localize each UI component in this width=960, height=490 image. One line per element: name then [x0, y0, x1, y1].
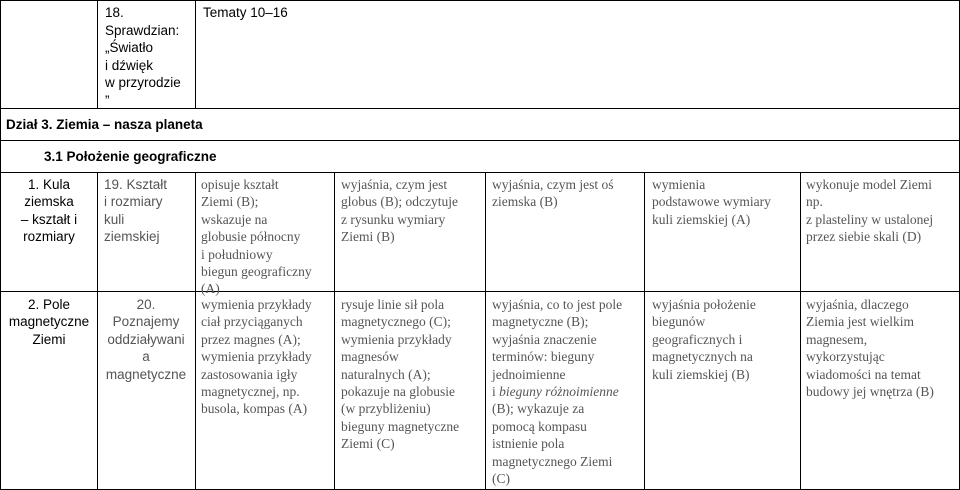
test-range: Tematy 10–16 [203, 5, 288, 20]
requirement-extended: wyjaśnia, czym jest globus (B); odczytuje z rysunku wymiary Ziemi (B) [341, 177, 458, 245]
subsection-title: 3.1 Położenie geograficzne [44, 149, 217, 164]
requirement-basic: wymienia przykłady ciał przyciąganych przez magnes (A); wymienia przykłady zastosowania igły magnetycznej, np. busola, kompas (A) [201, 297, 312, 417]
grid-line [334, 172, 335, 490]
requirement-excellent: wyjaśnia, dlaczego Ziemia jest wielkim magnesem, wykorzystując wiadomości na temat budowy jej wnętrza (B) [806, 297, 934, 400]
topic-cell: 2. Pole magnetyczne Ziemi [8, 297, 90, 347]
grid-line [0, 291, 960, 292]
grid-line [195, 0, 196, 108]
lesson-cell: 20. Poznajemy oddziaływani a magnetyczne [105, 297, 187, 382]
grid-line [97, 0, 98, 108]
requirement-text: (B); wykazuje za pomocą kompasu istnienie pola magnetycznego Ziemi (C) [492, 401, 613, 487]
requirement-advanced: wyjaśnia położenie biegunów geograficznych i magnetycznych na kuli ziemskiej (B) [652, 297, 756, 382]
requirement-advanced: wymienia podstawowe wymiary kuli ziemskiej (A) [652, 177, 771, 227]
grid-line [800, 172, 801, 490]
grid-line [0, 140, 960, 141]
grid-line [195, 172, 196, 490]
grid-line [0, 0, 960, 1]
grid-line [0, 0, 1, 490]
italic-term: bieguny różnoimienne [499, 384, 619, 400]
grid-line [644, 172, 645, 490]
requirement-basic: opisuje kształt Ziemi (B); wskazuje na globusie północny i południowy biegun geograficzny (A) [201, 177, 312, 297]
grid-line [0, 172, 960, 173]
requirement-text: wyjaśnia, co to jest pole magnetyczne (B); wyjaśnia znaczenie terminów: bieguny jednoimienne i [492, 297, 623, 400]
lesson-cell: 19. Kształt i rozmiary kuli ziemskiej [104, 177, 168, 245]
requirement-complete: wyjaśnia, czym jest oś ziemska (B) [492, 177, 614, 210]
requirement-extended: rysuje linie sił pola magnetycznego (C); wymienia przykłady magnesów naturalnych (A); pokazuje na globusie (w przybliżeniu) bieguny magnetyczne Ziemi (C) [341, 297, 460, 452]
grid-line [97, 172, 98, 490]
section-title: Dział 3. Ziemia – nasza planeta [6, 117, 203, 132]
grid-line [485, 172, 486, 490]
requirement-excellent: wykonuje model Ziemi np. z plasteliny w ustalonej przez siebie skali (D) [806, 177, 934, 245]
topic-cell: 1. Kula ziemska – kształt i rozmiary [20, 177, 78, 245]
lesson-number: 18. [105, 5, 124, 20]
test-title: Sprawdzian: „Światło i dźwięk w przyrodzie ” [105, 23, 181, 108]
requirement-complete [492, 296, 622, 487]
